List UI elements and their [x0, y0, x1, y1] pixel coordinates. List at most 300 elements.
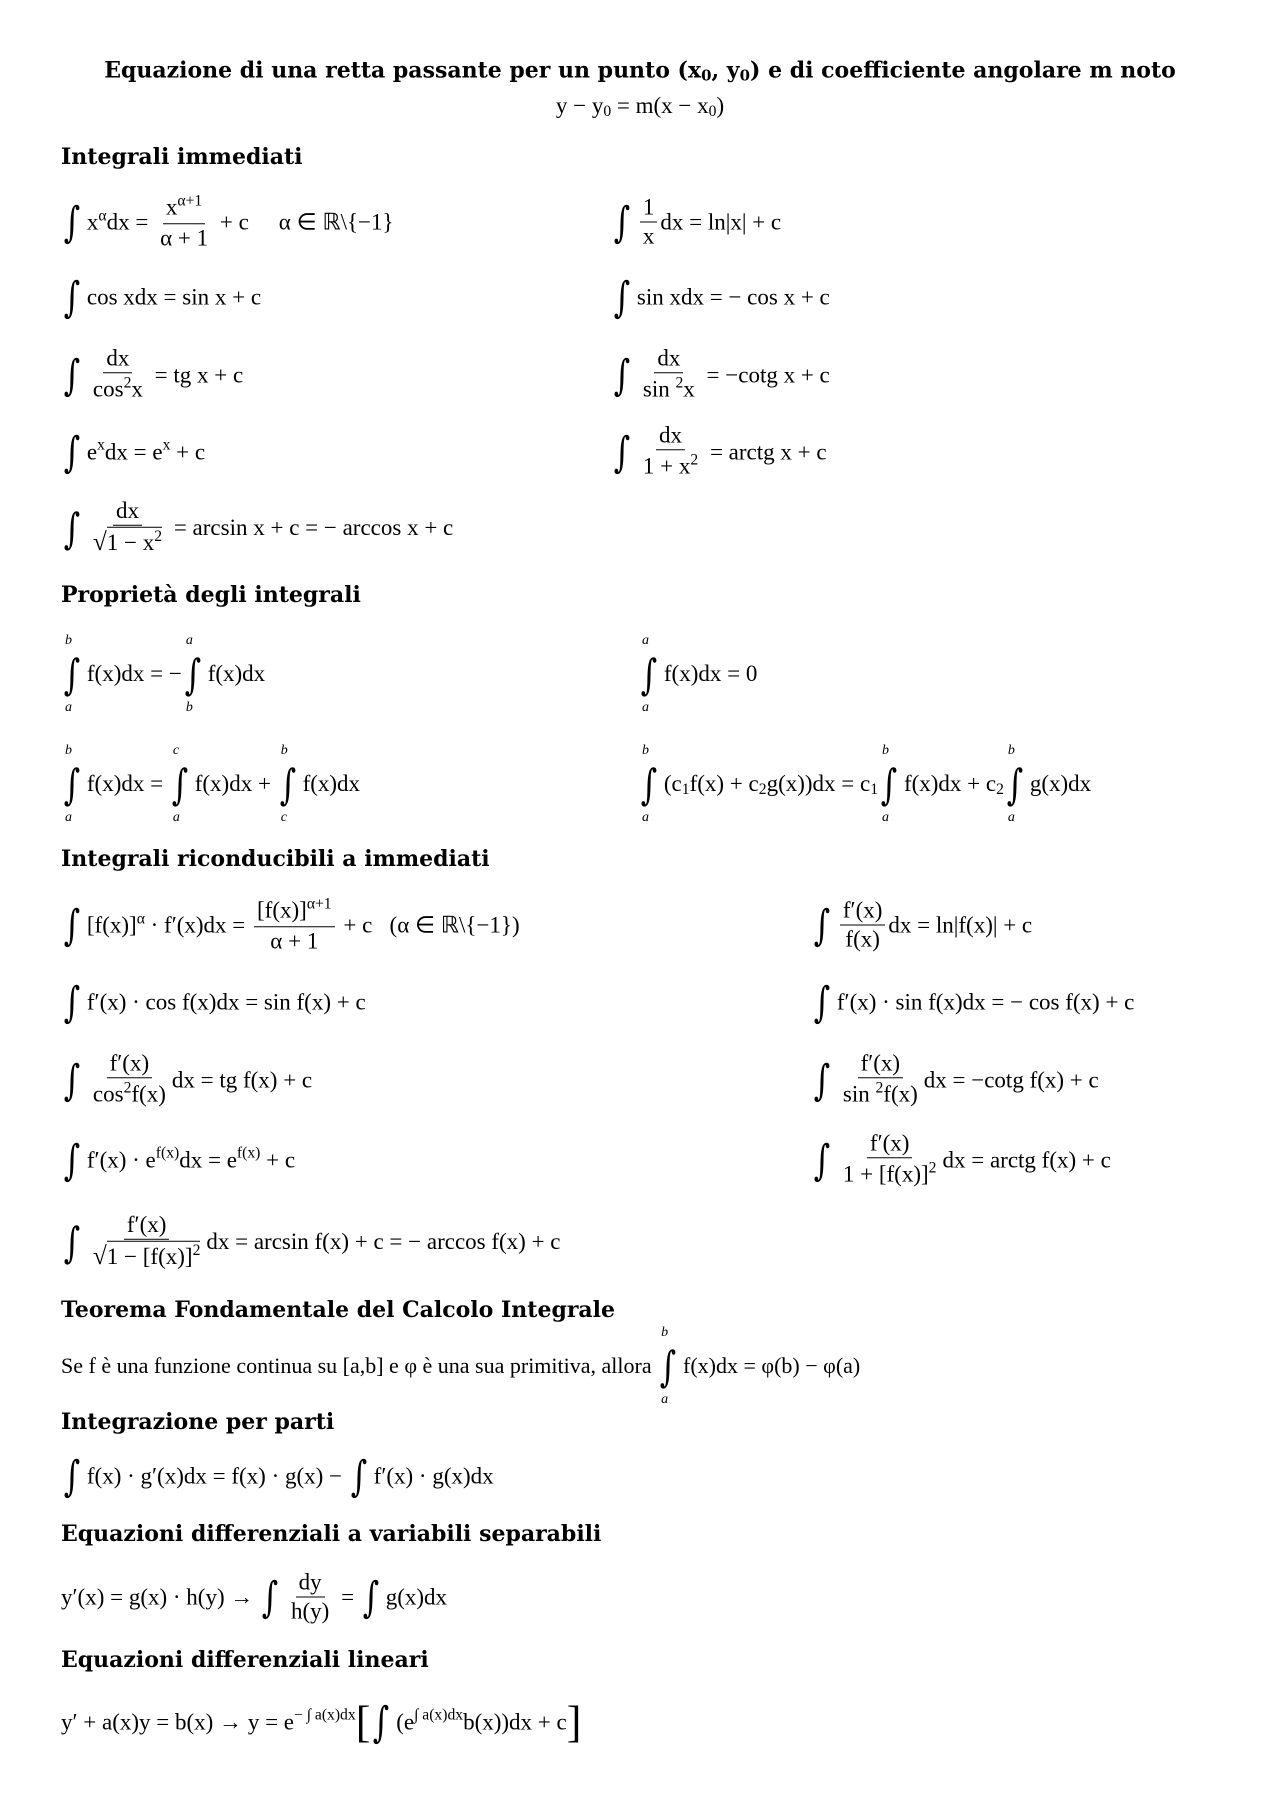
math-text: − ∫ a(x)dx	[294, 1706, 356, 1724]
heading-integrali-riconducibili: Integrali riconducibili a immediati	[61, 845, 490, 872]
upper-limit: b	[882, 743, 890, 758]
integral	[611, 198, 633, 247]
integral	[811, 978, 833, 1027]
math-text: x	[642, 223, 655, 249]
formula	[61, 978, 366, 1027]
integral	[61, 273, 83, 322]
integral-sign-icon: ∫	[63, 649, 81, 699]
integral-sign-icon: ∫	[63, 503, 81, 553]
integral	[811, 901, 833, 950]
integral-sign-icon: ∫	[63, 977, 81, 1027]
superscript	[237, 1145, 260, 1175]
math-text: f(x)dx	[207, 661, 266, 686]
formula	[61, 1570, 447, 1625]
formula	[611, 273, 830, 322]
numerator	[254, 895, 335, 927]
math-text: α+1	[177, 192, 203, 210]
formula	[61, 1212, 561, 1272]
math-text: =	[335, 1584, 360, 1609]
heading-variabili-separabili: Equazioni differenziali a variabili separabili	[61, 1520, 602, 1547]
math-text: x	[683, 376, 695, 402]
integral-sign-icon: ∫	[613, 197, 631, 247]
integral	[277, 742, 299, 826]
math-text: dx = −cotg f(x) + c	[923, 1066, 1099, 1092]
denominator	[157, 225, 211, 252]
integral	[811, 1055, 833, 1104]
upper-limit: c	[172, 743, 180, 758]
math-text: α + 1	[160, 225, 209, 251]
formula	[611, 422, 827, 481]
math-text: dx	[657, 345, 681, 371]
numerator	[296, 1570, 325, 1598]
denominator	[840, 1158, 940, 1189]
math-text: 2	[875, 1079, 884, 1097]
fraction	[254, 895, 335, 954]
integral-sign-icon: ∫	[613, 272, 631, 322]
math-text: f(x)	[131, 1081, 166, 1107]
math-text: 2	[928, 1159, 937, 1177]
page-title	[0, 58, 1280, 85]
denominator	[267, 928, 321, 955]
math-text: 2	[154, 527, 163, 545]
heading-integrali-immediati: Integrali immediati	[61, 143, 303, 170]
math-text: (e	[396, 1709, 415, 1734]
formula	[61, 498, 453, 558]
heading-integrazione-per-parti: Integrazione per parti	[61, 1408, 335, 1435]
fraction	[640, 195, 658, 250]
integral	[611, 427, 633, 476]
superscript	[929, 1159, 937, 1189]
denominator	[640, 450, 701, 481]
numerator	[103, 345, 132, 373]
integral-sign-icon: ∫	[261, 1572, 279, 1622]
fraction	[157, 192, 211, 251]
upper-limit: b	[65, 743, 72, 758]
integral-sign-icon: ∫	[63, 1135, 81, 1185]
math-text: (c	[663, 771, 682, 796]
math-text: dx	[659, 422, 683, 448]
math-text: 2	[123, 374, 132, 392]
integral	[259, 1573, 281, 1622]
integral	[61, 1136, 83, 1185]
subscript	[870, 770, 878, 798]
math-text: α ∈ ℝ\{−1}	[278, 208, 394, 234]
math-text: cos	[92, 1081, 124, 1107]
math-text: g(x)dx	[385, 1584, 448, 1609]
math-text: f(x)dx + c	[903, 771, 997, 796]
superscript	[875, 1079, 883, 1109]
denominator	[640, 223, 658, 250]
math-text: x	[86, 208, 99, 234]
integral-sign-icon: ∫	[63, 350, 81, 400]
square-root	[93, 527, 162, 558]
formula	[61, 1697, 581, 1748]
math-text: f(x)	[155, 1144, 180, 1162]
math-text: f′(x) · sin f(x)dx = − cos f(x) + c	[836, 989, 1135, 1014]
math-text: g(x)dx	[1029, 771, 1092, 796]
math-text: x	[131, 376, 143, 402]
formula	[611, 195, 781, 250]
integral-sign-icon: ∫	[373, 1697, 390, 1747]
math-text: dx	[115, 497, 139, 523]
integral	[61, 1452, 83, 1501]
numerator	[840, 898, 886, 926]
superscript	[307, 895, 332, 925]
lower-limit: a	[882, 809, 890, 825]
math-text: y′(x) = g(x) · h(y) →	[61, 1584, 260, 1609]
formula	[811, 1130, 1111, 1189]
integral	[61, 632, 83, 716]
math-text: dx = tg f(x) + c	[171, 1066, 313, 1092]
fraction	[840, 898, 886, 953]
math-text: + c	[260, 1147, 296, 1172]
superscript	[137, 910, 145, 940]
subscript	[682, 770, 690, 798]
formula	[61, 428, 205, 477]
integral	[61, 978, 83, 1027]
math-text: y − y	[555, 92, 604, 118]
math-text: dy	[298, 1569, 322, 1595]
integral-sign-icon: ∫	[1006, 759, 1024, 809]
formula	[61, 1136, 295, 1185]
integral	[61, 503, 83, 552]
integral-sign-icon: ∫	[63, 272, 81, 322]
superscript	[154, 528, 162, 558]
math-text: 1 + x	[642, 453, 691, 479]
formula	[61, 1050, 312, 1109]
math-text: f(x)dx = −	[86, 661, 182, 686]
math-text: dx = ln|x| + c	[660, 209, 782, 234]
numerator	[867, 1130, 913, 1158]
math-text: sin xdx = − cos x + c	[636, 284, 830, 309]
denominator	[90, 373, 146, 404]
math-text: dx = arcsin f(x) + c = − arccos f(x) + c	[206, 1228, 561, 1254]
subscript	[759, 770, 767, 798]
upper-limit: b	[1007, 743, 1015, 758]
math-text: cos	[92, 376, 124, 402]
math-text: f(x) · g′(x)dx = f(x) · g(x) −	[86, 1463, 348, 1488]
lower-limit: a	[642, 699, 649, 715]
math-text: f(x)	[236, 1144, 261, 1162]
formula	[61, 742, 360, 826]
formula	[638, 632, 757, 716]
fraction	[640, 422, 701, 481]
superscript	[675, 374, 683, 404]
upper-limit: a	[185, 633, 193, 648]
math-text: Se f è una funzione continua su [a,b] e φ è una sua primitiva, allora	[61, 1353, 658, 1378]
integral-sign-icon: ∫	[813, 1135, 831, 1185]
math-text: [f(x)]	[257, 897, 307, 923]
math-text: f(x)dx = φ(b) − φ(a)	[683, 1353, 861, 1378]
math-text: = arcsin x + c = − arccos x + c	[168, 514, 454, 540]
integral-sign-icon: ∫	[640, 649, 658, 699]
math-text: cos xdx = sin x + c	[86, 284, 262, 309]
math-text: f(x)dx = 0	[663, 661, 758, 686]
subscript	[996, 770, 1004, 798]
subscript	[603, 92, 611, 120]
numerator	[124, 1212, 170, 1240]
fraction	[840, 1130, 940, 1189]
integral	[61, 1055, 83, 1104]
integral	[878, 742, 900, 826]
integral-sign-icon: ∫	[613, 350, 631, 400]
integral-sign-icon: ∫	[880, 759, 898, 809]
math-text: dx = e	[179, 1147, 237, 1172]
denominator	[90, 526, 165, 558]
math-text: f(x) + c	[689, 771, 759, 796]
heading-proprieta-integrali: Proprietà degli integrali	[61, 581, 361, 608]
integral	[348, 1452, 370, 1501]
fraction	[90, 498, 165, 558]
formula	[811, 898, 1032, 953]
math-text: 2	[758, 780, 767, 798]
big-bracket: ]	[566, 1697, 582, 1747]
math-text: 0	[739, 67, 750, 86]
integral-sign-icon: ∫	[63, 759, 81, 809]
superscript	[98, 207, 106, 237]
heading-differenziali-lineari: Equazioni differenziali lineari	[61, 1646, 429, 1673]
math-text: 1	[681, 780, 690, 798]
upper-limit: b	[661, 1325, 669, 1340]
math-text: dx =	[106, 208, 155, 234]
integral	[61, 350, 83, 399]
lower-limit: b	[185, 699, 193, 715]
numerator	[107, 1050, 153, 1078]
math-text: √ 1 − [f(x)]	[106, 1243, 193, 1269]
math-text: = tg x + c	[148, 361, 244, 387]
math-text: b(x))dx + c	[463, 1709, 567, 1734]
fraction	[90, 1050, 169, 1109]
denominator	[840, 1078, 921, 1109]
denominator	[288, 1598, 332, 1625]
integral-sign-icon: ∫	[640, 759, 658, 809]
math-text: f(x)dx	[302, 771, 361, 796]
teorema-statement	[61, 1324, 860, 1408]
math-text: y′ + a(x)y = b(x) → y = e	[61, 1709, 294, 1734]
math-text: f(x)	[845, 926, 880, 952]
line-equation	[0, 92, 1280, 120]
numerator	[163, 192, 205, 224]
superscript	[193, 1242, 201, 1272]
math-text: α	[136, 909, 145, 927]
big-bracket: [	[355, 1697, 371, 1747]
formula	[61, 345, 243, 404]
math-text: · f′(x)dx =	[144, 911, 252, 937]
math-text: f(x)	[883, 1081, 918, 1107]
integral	[360, 1573, 382, 1622]
integral	[811, 1135, 833, 1184]
superscript	[97, 437, 105, 467]
square-root	[93, 1241, 200, 1272]
integral	[611, 273, 633, 322]
subscript	[740, 58, 750, 85]
numerator	[654, 345, 683, 373]
math-text: g(x))dx = c	[766, 771, 871, 796]
lower-limit: a	[661, 1391, 669, 1407]
superscript	[124, 1079, 132, 1109]
math-text: f′(x)	[126, 1211, 167, 1237]
integral-sign-icon: ∫	[613, 427, 631, 477]
numerator	[640, 195, 658, 223]
integral	[657, 1324, 679, 1408]
math-text: e	[86, 439, 98, 464]
math-text: ) e di coefficiente angolare m noto	[750, 58, 1176, 84]
formula	[61, 273, 261, 322]
math-text: x	[165, 194, 178, 220]
fraction	[90, 345, 146, 404]
math-text: 2	[690, 451, 699, 469]
math-text: 1 + [f(x)]	[842, 1161, 929, 1187]
integral	[182, 632, 204, 716]
formula	[61, 192, 394, 251]
fraction	[288, 1570, 332, 1625]
math-text: f′(x) · g(x)dx	[373, 1463, 494, 1488]
upper-limit: b	[642, 743, 649, 758]
fraction	[640, 345, 698, 404]
integral-sign-icon: ∫	[63, 900, 81, 950]
formula	[638, 742, 1091, 826]
integral	[370, 1698, 392, 1747]
math-text: = −cotg x + c	[700, 361, 830, 387]
math-text: x	[97, 436, 105, 454]
math-text: sin	[842, 1081, 876, 1107]
math-text: dx	[106, 345, 130, 371]
math-text: α + 1	[270, 928, 319, 954]
math-text: , y	[711, 58, 740, 84]
subscript	[701, 58, 711, 85]
math-text: [f(x)]	[86, 911, 137, 937]
heading-teorema-fondamentale: Teorema Fondamentale del Calcolo Integrale	[61, 1296, 616, 1323]
math-text: Equazione di una retta passante per un punto (x	[104, 58, 702, 84]
math-text: 0	[701, 67, 712, 86]
formula	[61, 632, 265, 716]
math-text: 2	[123, 1079, 132, 1097]
math-text: f′(x)	[869, 1130, 910, 1156]
integral-sign-icon: ∫	[63, 1451, 81, 1501]
integral	[61, 742, 83, 826]
math-text: f(x)dx =	[86, 771, 169, 796]
integral	[61, 197, 83, 246]
math-text: x	[162, 436, 171, 454]
denominator	[90, 1078, 169, 1109]
upper-limit: b	[65, 633, 72, 648]
lower-limit: a	[1007, 809, 1015, 825]
integral	[61, 900, 83, 949]
denominator	[90, 1240, 203, 1272]
fraction	[840, 1050, 921, 1109]
math-text: 1	[642, 194, 655, 220]
formula	[611, 345, 830, 404]
integral	[638, 632, 660, 716]
integral	[1004, 742, 1026, 826]
upper-limit: a	[642, 633, 649, 648]
math-text: f′(x)	[109, 1050, 150, 1076]
superscript	[163, 437, 171, 467]
math-text: 2	[192, 1241, 201, 1259]
denominator	[842, 926, 882, 953]
math-text: √ 1 − x	[106, 529, 155, 555]
superscript	[156, 1145, 179, 1175]
integral-sign-icon: ∫	[279, 759, 296, 809]
math-text: + c	[170, 439, 206, 464]
math-text: f′(x) · cos f(x)dx = sin f(x) + c	[86, 989, 366, 1014]
math-text: α	[98, 206, 107, 224]
math-text: 0	[603, 102, 612, 120]
superscript	[414, 1707, 463, 1737]
math-text: + c	[214, 208, 249, 234]
integral	[61, 1217, 83, 1266]
numerator	[656, 422, 685, 450]
integral-sign-icon: ∫	[813, 977, 831, 1027]
math-text: f′(x)	[842, 897, 883, 923]
math-text: + c (α ∈ ℝ\{−1})	[337, 911, 520, 937]
integral-sign-icon: ∫	[171, 759, 188, 809]
integral	[169, 742, 191, 826]
math-text: ∫ a(x)dx	[414, 1706, 464, 1724]
math-text: 0	[708, 102, 717, 120]
math-text: = arctg x + c	[704, 438, 827, 464]
integral-sign-icon: ∫	[350, 1451, 367, 1501]
superscript	[690, 451, 698, 481]
math-text: f′(x) · e	[86, 1147, 156, 1172]
lower-limit: c	[280, 809, 287, 825]
formula	[811, 1050, 1099, 1109]
math-text: 2	[675, 374, 684, 392]
superscript	[177, 192, 202, 222]
integral-sign-icon: ∫	[63, 427, 81, 477]
formula	[811, 978, 1134, 1027]
math-text: dx = arctg f(x) + c	[942, 1146, 1111, 1172]
math-text: = m(x − x	[611, 92, 709, 118]
math-text: sin	[642, 376, 676, 402]
radicand	[107, 527, 162, 558]
lower-limit: a	[642, 809, 649, 825]
superscript	[124, 374, 132, 404]
denominator	[640, 373, 698, 404]
integral-sign-icon: ∫	[813, 900, 831, 950]
integral-sign-icon: ∫	[813, 1055, 831, 1105]
integral	[61, 428, 83, 477]
numerator	[113, 498, 142, 526]
upper-limit: b	[280, 743, 288, 758]
integral-sign-icon: ∫	[63, 1055, 81, 1105]
math-text: f(x)dx +	[194, 771, 277, 796]
lower-limit: a	[65, 699, 72, 715]
integral-sign-icon: ∫	[659, 1341, 677, 1391]
integral-sign-icon: ∫	[63, 197, 81, 247]
superscript	[294, 1707, 356, 1737]
math-text: )	[716, 92, 725, 118]
integral	[611, 350, 633, 399]
numerator	[858, 1050, 904, 1078]
formula	[61, 1452, 494, 1501]
integral-sign-icon: ∫	[184, 649, 201, 699]
subscript	[709, 92, 717, 120]
radicand	[107, 1241, 201, 1272]
math-text: α+1	[306, 895, 332, 913]
fraction	[90, 1212, 203, 1272]
lower-limit: a	[172, 809, 180, 825]
math-text: 1	[870, 780, 879, 798]
math-text: 2	[996, 780, 1004, 798]
math-text: dx = e	[104, 439, 163, 464]
math-text: dx = ln|f(x)| + c	[888, 912, 1033, 937]
math-text: h(y)	[291, 1598, 330, 1624]
math-text: f′(x)	[860, 1050, 901, 1076]
integral-sign-icon: ∫	[63, 1217, 81, 1267]
lower-limit: a	[65, 809, 72, 825]
integral	[638, 742, 660, 826]
